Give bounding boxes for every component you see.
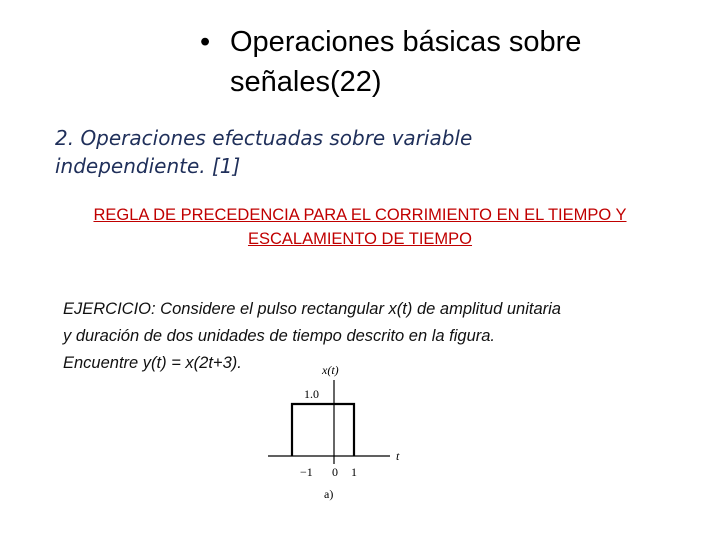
tick-label-one: 1 [351, 465, 357, 479]
precedence-rule-heading [40, 203, 680, 251]
pulse-diagram [262, 358, 412, 508]
section-heading-line-2: independiente. [1] [55, 154, 241, 178]
pulse-figure [262, 358, 412, 508]
rectangular-pulse [292, 404, 354, 456]
tick-label-zero: 0 [332, 465, 338, 479]
x-axis-label: t [396, 449, 400, 463]
rule-line-2: ESCALAMIENTO DE TIEMPO [247, 230, 473, 248]
bullet-icon: • [200, 26, 211, 58]
figure-caption: a) [324, 487, 334, 501]
title-line-1: Operaciones básicas sobre [230, 26, 582, 58]
amplitude-label: 1.0 [304, 387, 319, 401]
exercise-line-2: y duración de dos unidades de tiempo descrito en la figura. [63, 327, 496, 345]
section-heading-line-1: 2. Operaciones efectuadas sobre variable [55, 126, 473, 150]
slide-title [200, 22, 700, 102]
tick-label-minus-one: −1 [300, 465, 313, 479]
title-line-2: señales(22) [230, 66, 382, 98]
exercise-line-3: Encuentre y(t) = x(2t+3). [63, 354, 242, 372]
y-axis-label: x(t) [322, 363, 339, 377]
exercise-line-1: EJERCICIO: Considere el pulso rectangular x(t) de amplitud unitaria [63, 300, 561, 318]
section-heading [55, 124, 655, 180]
rule-line-1: REGLA DE PRECEDENCIA PARA EL CORRIMIENTO EN EL TIEMPO Y [93, 206, 627, 224]
